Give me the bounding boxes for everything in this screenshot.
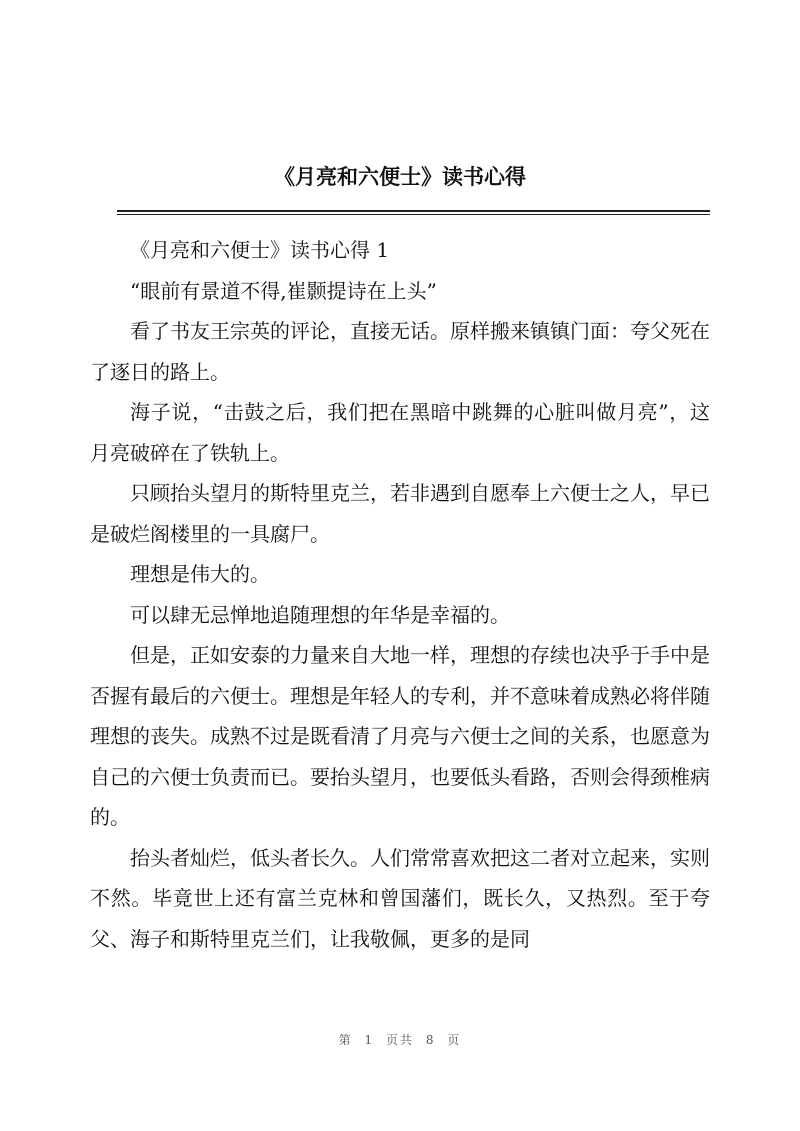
footer-total-pages: 8 <box>425 1033 436 1047</box>
paragraph: 抬头者灿烂，低头者长久。人们常常喜欢把这二者对立起来，实则不然。毕竟世上还有富兰克林和曾国藩们，既长久，又热烈。至于夸父、海子和斯特里克兰们，让我敬佩，更多的是同 <box>90 845 710 951</box>
paragraph-subtitle: 《月亮和六便士》读书心得 1 <box>130 238 390 262</box>
paragraph: 只顾抬头望月的斯特里克兰，若非遇到自愿奉上六便士之人，早已是破烂阁楼里的一具腐尸。 <box>90 481 710 546</box>
paragraph: 看了书友王宗英的评论，直接无话。原样搬来镇镇门面：夸父死在了逐日的路上。 <box>90 319 710 384</box>
paragraph: 理想是伟大的。 <box>130 562 270 586</box>
title-divider <box>117 210 710 215</box>
footer-middle: 页共 <box>385 1033 414 1047</box>
paragraph-quote: “眼前有景道不得,崔颢提诗在上头” <box>130 278 437 303</box>
page-title: 《月亮和六便士》读书心得 <box>274 164 526 189</box>
document-body <box>90 230 710 959</box>
paragraph: 但是，正如安泰的力量来自大地一样，理想的存续也决乎于手中是否握有最后的六便士。理想是年轻人的专利，并不意味着成熟必将伴随理想的丧失。成熟不过是既看清了月亮与六便士之间的关系，也愿意为自己的六便士负责而已。要抬头望月，也要低头看路，否则会得颈椎病的。 <box>90 643 710 829</box>
footer-page-number: 1 <box>364 1033 375 1047</box>
footer-prefix: 第 <box>338 1033 353 1047</box>
paragraph: 海子说，“击鼓之后，我们把在黑暗中跳舞的心脏叫做月亮”，这月亮破碎在了铁轨上。 <box>90 400 710 465</box>
page-footer <box>0 1030 800 1050</box>
paragraph: 可以肆无忌惮地追随理想的年华是幸福的。 <box>130 602 510 627</box>
footer-suffix: 页 <box>447 1033 462 1047</box>
